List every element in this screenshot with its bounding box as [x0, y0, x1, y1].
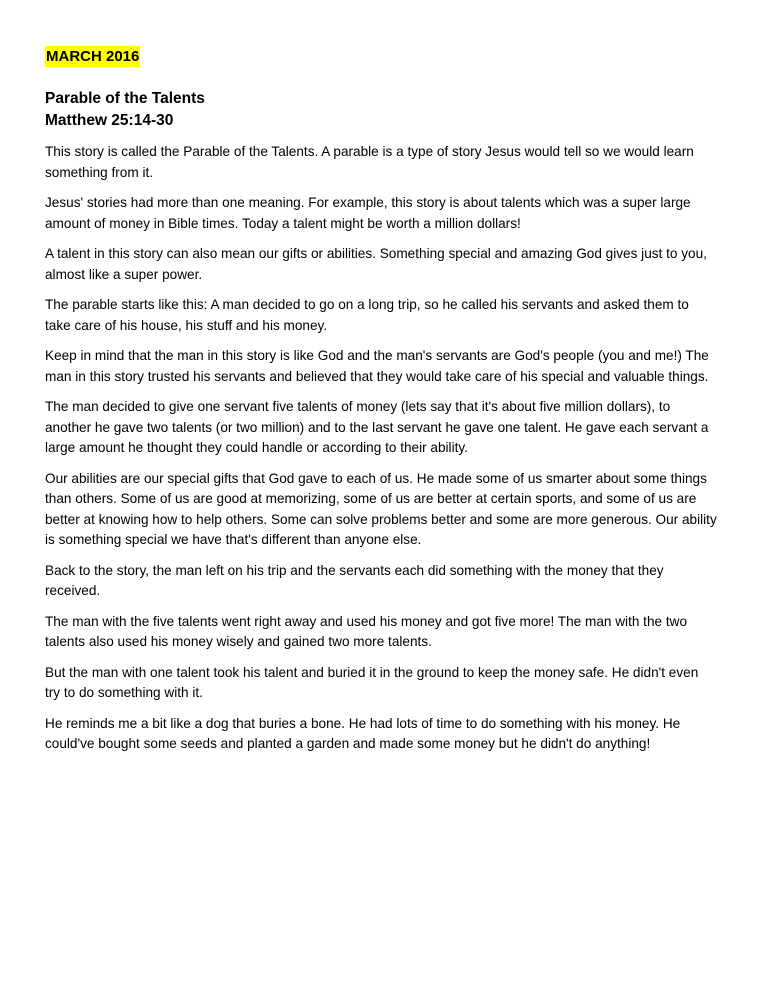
paragraph-6: The man decided to give one servant five talents of money (lets say that it's about five million dollars), to another he gave two talents (or two million) and to the last servant he gave one talent. He gave each servant a large amount he thought they could handle or according to their ability.: [45, 399, 709, 455]
paragraph-10: But the man with one talent took his talent and buried it in the ground to keep the money safe. He didn't even try to do something with it.: [45, 664, 699, 700]
title-block: [45, 88, 717, 132]
paragraph-5: Keep in mind that the man in this story is like God and the man's servants are God's people (you and me!) The man in this story trusted his servants and believed that they would take care of his special and valuable things.: [45, 348, 709, 384]
paragraph-11: He reminds me a bit like a dog that buries a bone. He had lots of time to do something with his money. He could've bought some seeds and planted a garden and made some money but he didn't do anything!: [45, 715, 681, 751]
paragraph-8: Back to the story, the man left on his trip and the servants each did something with the money that they received.: [45, 562, 664, 598]
paragraph-7: Our abilities are our special gifts that God gave to each of us. He made some of us smarter about some things than others. Some of us are good at memorizing, some of us are better at certain sports, and some of us are better at knowing how to help others. Some can solve problems better and some are more generous. Our ability is something special we have that's different than anyone else.: [45, 470, 717, 547]
paragraph-3: A talent in this story can also mean our gifts or abilities. Something special and amazing God gives just to you, almost like a super power.: [45, 246, 707, 282]
paragraph-9: The man with the five talents went right away and used his money and got five more! The man with the two talents also used his money wisely and gained two more talents.: [45, 613, 688, 649]
scripture-reference: Matthew 25:14-30: [45, 112, 174, 129]
document-title: Parable of the Talents: [45, 90, 205, 107]
date-heading-row: [45, 46, 717, 67]
paragraph-2: Jesus' stories had more than one meaning. For example, this story is about talents which was a super large amount of money in Bible times. Today a talent might be worth a million dollars!: [45, 195, 691, 231]
document-page: [45, 46, 717, 755]
paragraph-1: This story is called the Parable of the Talents. A parable is a type of story Jesus would tell so we would learn something from it.: [45, 144, 694, 180]
paragraph-4: The parable starts like this: A man decided to go on a long trip, so he called his servants and asked them to take care of his house, his stuff and his money.: [45, 297, 689, 333]
date-heading: MARCH 2016: [46, 48, 140, 65]
